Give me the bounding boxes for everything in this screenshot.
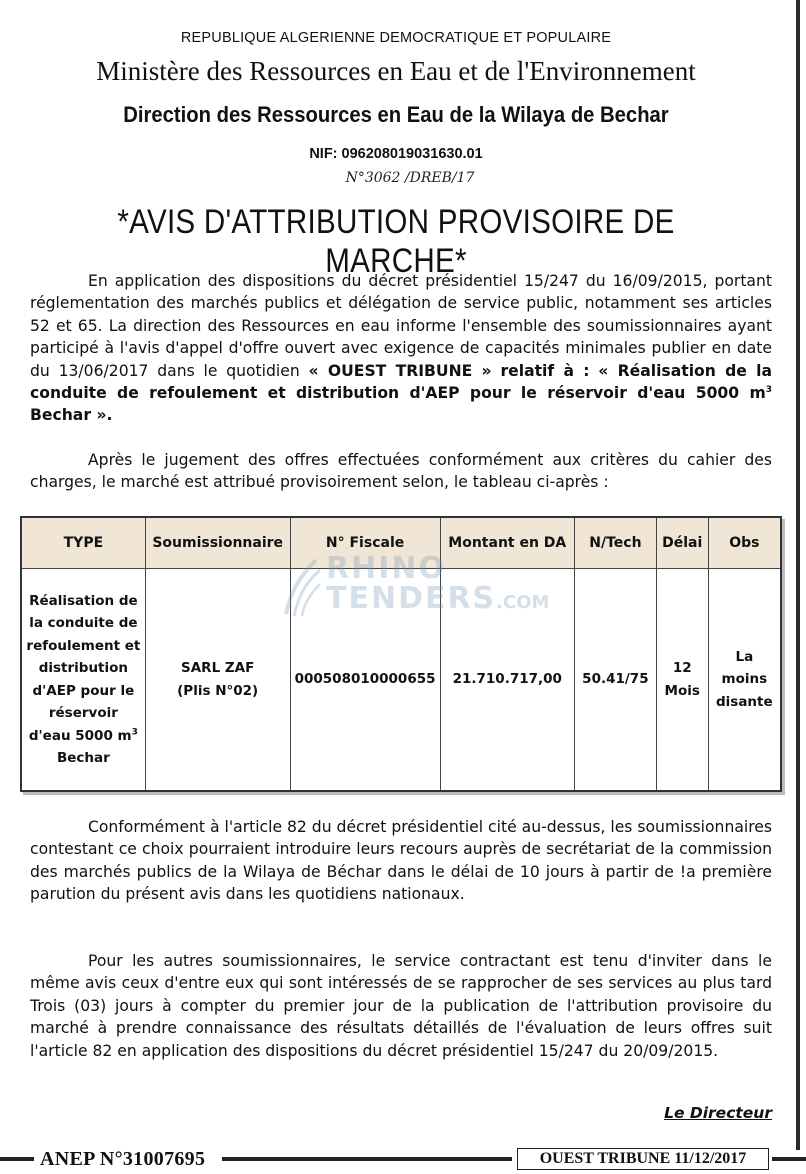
cell-fiscal: 000508010000655: [290, 569, 440, 792]
republic-heading: REPUBLIQUE ALGERIENNE DEMOCRATIQUE ET POPULAIRE: [180, 30, 612, 46]
cell-type-end: Bechar: [56, 750, 110, 766]
cell-type-text: Réalisation de la conduite de refoulement et distribution d'AEP pour le réservoir d'eau 5000 m: [26, 592, 141, 744]
newspaper-name: « OUEST TRIBUNE »: [308, 361, 492, 380]
watermark: [280, 551, 550, 622]
watermark-suffix: .COM: [496, 592, 550, 613]
header-tech: N/Tech: [575, 517, 657, 569]
others-text: Pour les autres soumissionnaires, le service contractant est tenu d'inviter dans le même avis ceux d'entre eux qui sont intéressés de se rapprocher de ses services au plus tard Trois (03) jours à compter du premier jour de la publication de l'attribution provisoire du marché à prendre connaissance des résultats détaillés de l'évaluation de leurs offres suit l'article 82 en application des dispositions du décret présidentiel 15/247 du 20/09/2015.: [30, 952, 772, 1060]
footer-rule-left: [0, 1157, 34, 1161]
watermark-line2-text: TENDERS: [326, 581, 497, 616]
watermark-line1: RHINO: [326, 551, 446, 586]
project-object-text: « Réalisation de la conduite de refoulement et distribution d'AEP pour le réservoir d'eau 5000 m: [30, 361, 773, 403]
delay-unit: Mois: [664, 682, 700, 699]
header-obs: Obs: [708, 517, 781, 569]
intro-text: En application des dispositions du décret présidentiel 15/247 du 16/09/2015, portant réglementation des marchés publics et délégation de service public, notamment ses articles 52 et 65. La direction des Ressources en eau informe l'ensemble des soumissionnaires ayant participé à l'avis d'appel d'offre ouvert avec exigence de capacités minimales publier en date du 13/06/2017 dans le quotidien: [30, 272, 772, 380]
others-paragraph: [30, 950, 772, 1062]
cell-obs: La moins disante: [708, 569, 781, 792]
direction-heading: Direction des Ressources en Eau de la Wilaya de Bechar: [123, 102, 669, 127]
cell-type-sup: 3: [131, 727, 138, 737]
header-amount: Montant en DA: [440, 517, 574, 569]
newspaper-footer: OUEST TRIBUNE 11/12/2017: [517, 1148, 769, 1170]
ministry-heading: Ministère des Ressources en Eau et de l'Environnement: [96, 56, 696, 86]
relatif-label: relatif à :: [500, 361, 590, 380]
project-object-end: Bechar ».: [30, 406, 113, 425]
appeal-text: Conformément à l'article 82 du décret présidentiel cité au-dessus, les soumissionnaires contestant ce choix pourraient introduire leurs recours auprès de secrétariat de la commission des marchés publics de la Wilaya de Béchar dans le délai de 10 jours à partir de !a première parution du présent avis dans les quotidiens nationaux.: [30, 818, 773, 904]
header-type: TYPE: [21, 517, 145, 569]
cell-delay: [656, 569, 708, 792]
header-delay: Délai: [656, 517, 708, 569]
rhino-logo-icon: [280, 554, 324, 620]
handwritten-reference: N°3062 /DREB/17: [345, 170, 475, 186]
signature: Le Directeur: [664, 1104, 772, 1122]
intro-paragraph: [30, 270, 772, 427]
judgement-text: Après le jugement des offres effectuées conformément aux critères du cahier des charges, le marché est attribué provisoirement selon, le tableau ci-après :: [30, 451, 772, 492]
notice-title: *AVIS D'ATTRIBUTION PROVISOIRE DE MARCHE*: [117, 203, 675, 280]
appeal-paragraph: [30, 816, 772, 906]
cell-tech: 50.41/75: [575, 569, 657, 792]
project-object-sup: 3: [765, 384, 772, 395]
bidder-name: SARL ZAF: [181, 660, 255, 676]
delay-number: 12: [672, 660, 692, 676]
nif-number: NIF: 096208019031630.01: [309, 146, 483, 162]
bidder-plis: (Plis N°02): [177, 682, 259, 699]
header-bidder: Soumissionnaire: [145, 517, 290, 569]
footer-rule-right: [772, 1157, 806, 1161]
judgement-paragraph: [30, 449, 772, 494]
anep-number: ANEP N°31007695: [40, 1148, 206, 1170]
cell-amount: 21.710.717,00: [440, 569, 574, 792]
footer-rule-middle: [222, 1157, 512, 1161]
header-fiscal: N° Fiscale: [290, 517, 440, 569]
watermark-line2: [326, 581, 550, 618]
cell-bidder: [145, 569, 290, 792]
cell-type: [21, 569, 145, 792]
